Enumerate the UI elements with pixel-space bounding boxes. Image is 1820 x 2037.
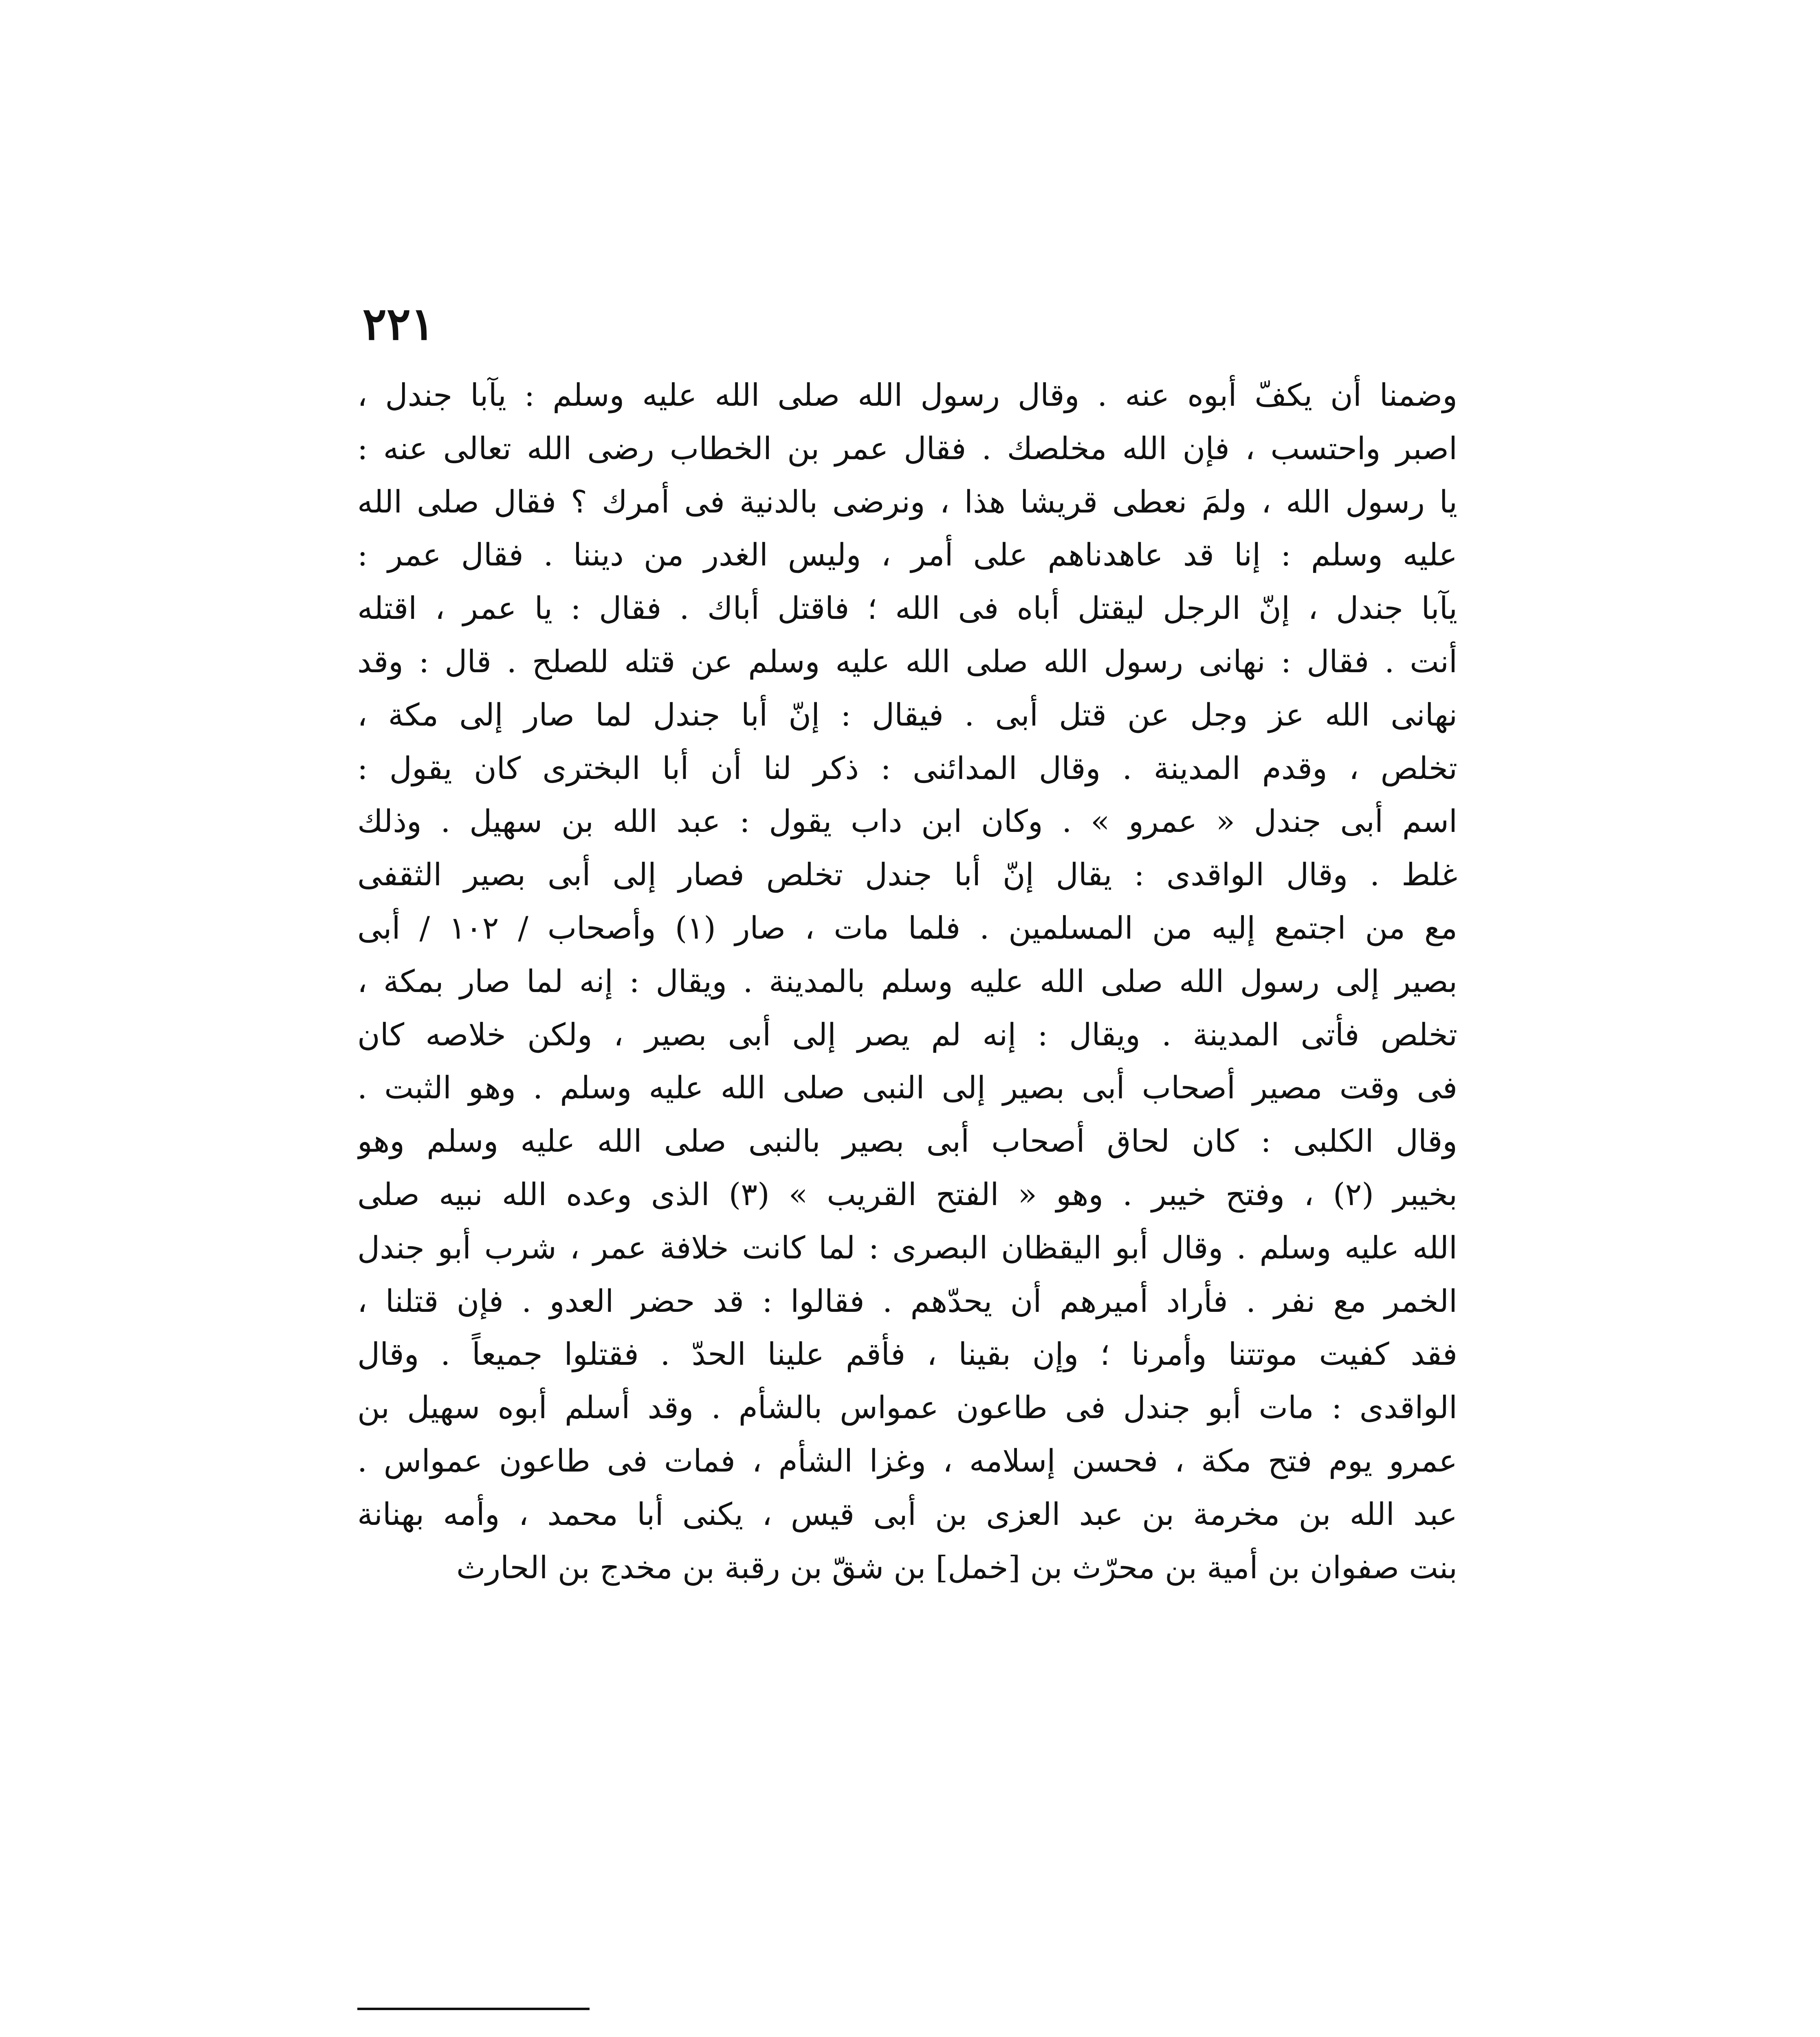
body-line: غلط . وقال الواقدى : يقال إنّ أبا جندل تخلص فصار إلى أبى بصير الثقفى	[357, 856, 1457, 893]
body-text	[357, 369, 1457, 1594]
body-line: الله عليه وسلم . وقال أبو اليقظان البصرى : لما كانت خلافة عمر ، شرب أبو جندل	[357, 1229, 1457, 1266]
page-number: ٢٢١	[362, 297, 435, 350]
body-line: الخمر مع نفر . فأراد أميرهم أن يحدّهم . فقالوا : قد حضر العدو . فإن قتلنا ،	[357, 1282, 1457, 1319]
body-line: فى وقت مصير أصحاب أبى بصير إلى النبى صلى الله عليه وسلم . وهو الثبت .	[357, 1069, 1457, 1106]
entry-name-underline	[357, 2008, 590, 2010]
body-line: وضمنا أن يكفّ أبوه عنه . وقال رسول الله صلى الله عليه وسلم : يآبا جندل ،	[357, 377, 1457, 413]
body-line: فقد كفيت موتتنا وأمرنا ؛ وإن بقينا ، فأقم علينا الحدّ . فقتلوا جميعاً . وقال	[357, 1336, 1457, 1373]
body-line: أنت . فقال : نهانى رسول الله صلى الله عليه وسلم عن قتله للصلح . قال : وقد	[357, 643, 1457, 680]
body-line: عمرو يوم فتح مكة ، فحسن إسلامه ، وغزا الشأم ، فمات فى طاعون عمواس .	[357, 1442, 1457, 1479]
body-line: نهانى الله عز وجل عن قتل أبى . فيقال : إنّ أبا جندل لما صار إلى مكة ،	[357, 696, 1457, 733]
body-line: بخيبر (٢) ، وفتح خيبر . وهو « الفتح القريب » (٣) الذى وعده الله نبيه صلى	[357, 1176, 1457, 1212]
body-line: يآبا جندل ، إنّ الرجل ليقتل أباه فى الله ؛ فاقتل أباك . فقال : يا عمر ، اقتله	[357, 590, 1457, 627]
body-line: تخلص ، وقدم المدينة . وقال المدائنى : ذكر لنا أن أبا البخترى كان يقول :	[357, 750, 1457, 786]
body-line: تخلص فأتى المدينة . ويقال : إنه لم يصر إلى أبى بصير ، ولكن خلاصه كان	[357, 1016, 1457, 1053]
body-line: بصير إلى رسول الله صلى الله عليه وسلم بالمدينة . ويقال : إنه لما صار بمكة ،	[357, 963, 1457, 999]
body-line: مع من اجتمع إليه من المسلمين . فلما مات ، صار (١) وأصحاب / ١٠٢ / أبى	[357, 909, 1457, 946]
body-line: اصبر واحتسب ، فإن الله مخلصك . فقال عمر بن الخطاب رضى الله تعالى عنه :	[357, 430, 1457, 466]
body-line: اسم أبى جندل « عمرو » . وكان ابن داب يقول : عبد الله بن سهيل . وذلك	[357, 803, 1457, 840]
body-line: وقال الكلبى : كان لحاق أصحاب أبى بصير بالنبى صلى الله عليه وسلم وهو	[357, 1123, 1457, 1159]
body-line: الواقدى : مات أبو جندل فى طاعون عمواس بالشأم . وقد أسلم أبوه سهيل بن	[357, 1389, 1457, 1426]
entry-heading-line: عبد الله بن مخرمة بن عبد العزى بن أبى قيس ، يكنى أبا محمد ، وأمه بهنانة	[357, 1496, 1457, 1532]
body-line: يا رسول الله ، ولمَ نعطى قريشا هذا ، ونرضى بالدنية فى أمرك ؟ فقال صلى الله	[357, 483, 1457, 520]
body-line: بنت صفوان بن أمية بن محرّث بن [خمل] بن شقّ بن رقبة بن مخدج بن الحارث	[456, 1549, 1457, 1586]
body-line: عليه وسلم : إنا قد عاهدناهم على أمر ، وليس الغدر من ديننا . فقال عمر :	[357, 537, 1457, 573]
